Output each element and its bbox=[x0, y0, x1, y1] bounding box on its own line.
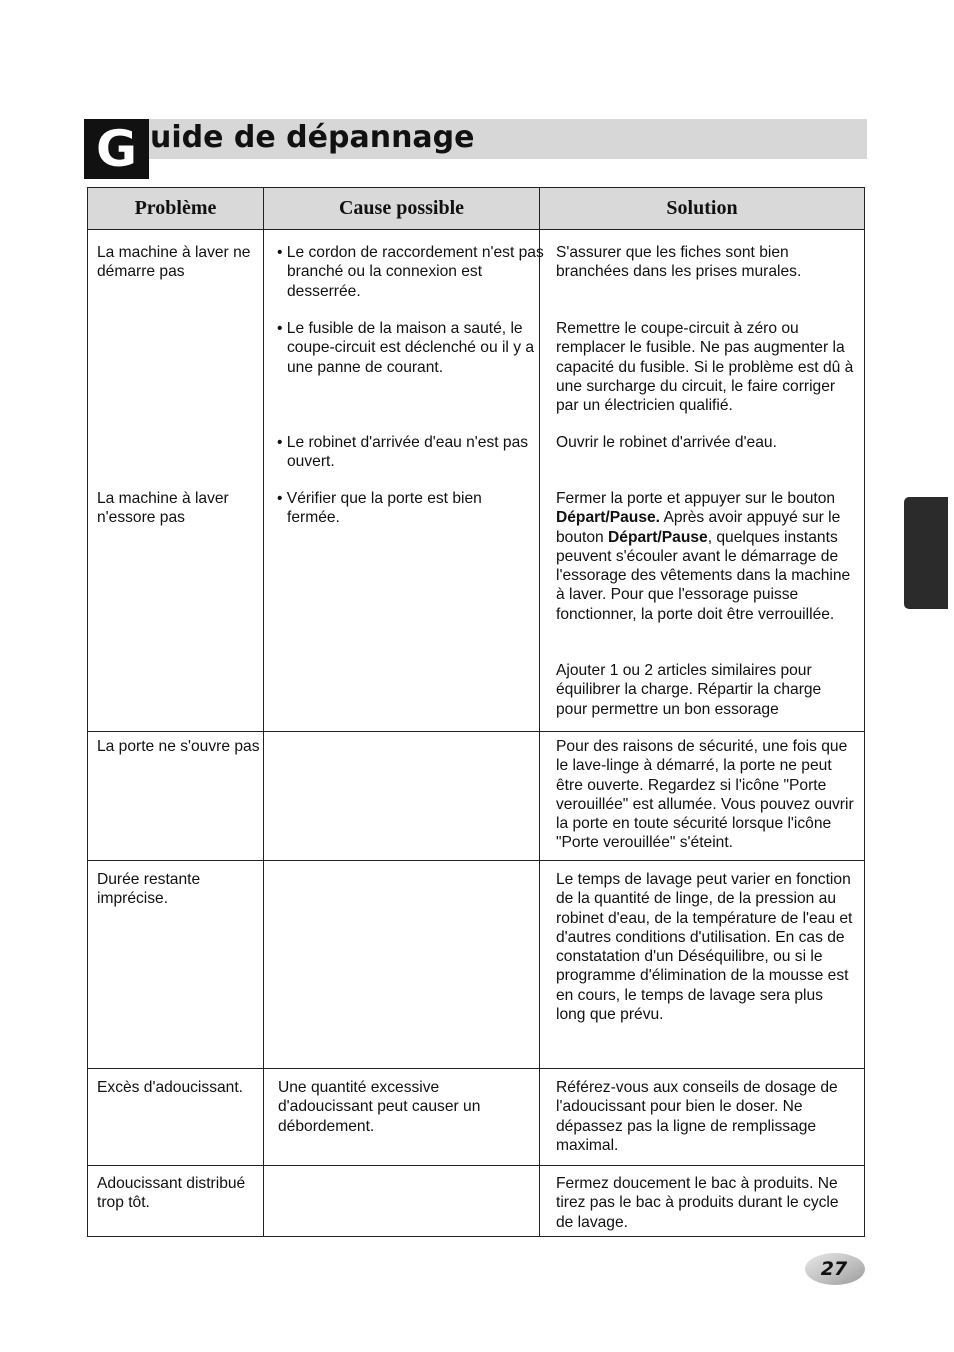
cause-cell: • Vérifier que la porte est bien fermée. bbox=[277, 490, 482, 527]
solution-cell: S'assurer que les fiches sont bien branchées dans les prises murales. bbox=[556, 244, 802, 281]
problem-cell: La porte ne s'ouvre pas bbox=[97, 738, 260, 755]
solution-cell: Pour des raisons de sécurité, une fois que le lave-linge à démarré, la porte ne peut être ouverte. Regardez si l'icône "Porte verouillée" est allumée. Vous pouvez ouvrir la porte en toute sécurité lorsque l'icône "Porte verouillée" s'éteint. bbox=[556, 738, 854, 852]
button-name-text: Départ/Pause. bbox=[556, 509, 661, 527]
problem-cell: Durée restante imprécise. bbox=[97, 871, 201, 908]
solution-cell bbox=[556, 489, 856, 624]
solution-cell: Remettre le coupe-circuit à zéro ou remplacer le fusible. Ne pas augmenter la capacité du fusible. Si le problème est dû à une surcharge du circuit, le faire corriger par un électricien qualifié. bbox=[556, 320, 854, 415]
page-title: uide de dépannage bbox=[150, 120, 475, 155]
cause-cell: • Le fusible de la maison a sauté, le coupe-circuit est déclenché ou il y a une panne de courant. bbox=[277, 320, 535, 376]
solution-cell: Ajouter 1 ou 2 articles similaires pour équilibrer la charge. Répartir la charge pour permettre un bon essorage bbox=[556, 662, 822, 718]
row-divider bbox=[87, 1165, 865, 1166]
solution-cell: Le temps de lavage peut varier en fonction de la quantité de linge, de la pression au robinet d'eau, de la température de l'eau et d'autres conditions d'utilisation. En cas de constatation d'un Déséquilibre, ou si le programme d'élimination de la mousse est en cours, le temps de lavage sera plus long que prévu. bbox=[556, 871, 853, 1024]
problem-cell: Excès d'adoucissant. bbox=[97, 1079, 244, 1096]
problem-cell: La machine à laver ne démarre pas bbox=[97, 244, 251, 281]
header-solution: Solution bbox=[666, 197, 738, 219]
cause-cell: Une quantité excessive d'adoucissant peut causer un débordement. bbox=[278, 1079, 481, 1135]
header-cause: Cause possible bbox=[338, 197, 465, 219]
solution-text: Fermer la porte et appuyer sur le bouton bbox=[556, 490, 836, 507]
row-divider bbox=[87, 860, 865, 861]
page-number: 27 bbox=[820, 1258, 848, 1280]
chapter-side-tab bbox=[904, 497, 948, 609]
solution-cell: Ouvrir le robinet d'arrivée d'eau. bbox=[556, 434, 777, 451]
solution-text: , quelques instants peuvent s'écouler avant le démarrage de l'essorage des vêtements dans la machine à laver. Pour que l'essorage puisse fonctionner, la porte doit être verrouillée. bbox=[556, 528, 851, 623]
solution-cell: Référez-vous aux conseils de dosage de l'adoucissant pour bien le doser. Ne dépassez pas la ligne de remplissage maximal. bbox=[556, 1079, 838, 1154]
solution-cell: Fermez doucement le bac à produits. Ne tirez pas le bac à produits durant le cycle de lavage. bbox=[556, 1175, 839, 1231]
row-divider bbox=[87, 731, 865, 732]
solution-text: Après avoir appuyé sur le bouton bbox=[556, 509, 841, 546]
row-divider bbox=[87, 1068, 865, 1069]
problem-cell: Adoucissant distribué trop tôt. bbox=[97, 1175, 246, 1212]
problem-cell: La machine à laver n'essore pas bbox=[97, 490, 229, 527]
column-divider bbox=[263, 187, 264, 1237]
cause-cell: • Le cordon de raccordement n'est pas branché ou la connexion est desserrée. bbox=[277, 244, 544, 300]
row-divider bbox=[87, 229, 865, 230]
button-name-text: Départ/Pause bbox=[608, 528, 708, 546]
header-problem: Problème bbox=[134, 197, 217, 219]
title-initial-letter: G bbox=[84, 119, 149, 179]
cause-cell: • Le robinet d'arrivée d'eau n'est pas ouvert. bbox=[277, 434, 529, 471]
